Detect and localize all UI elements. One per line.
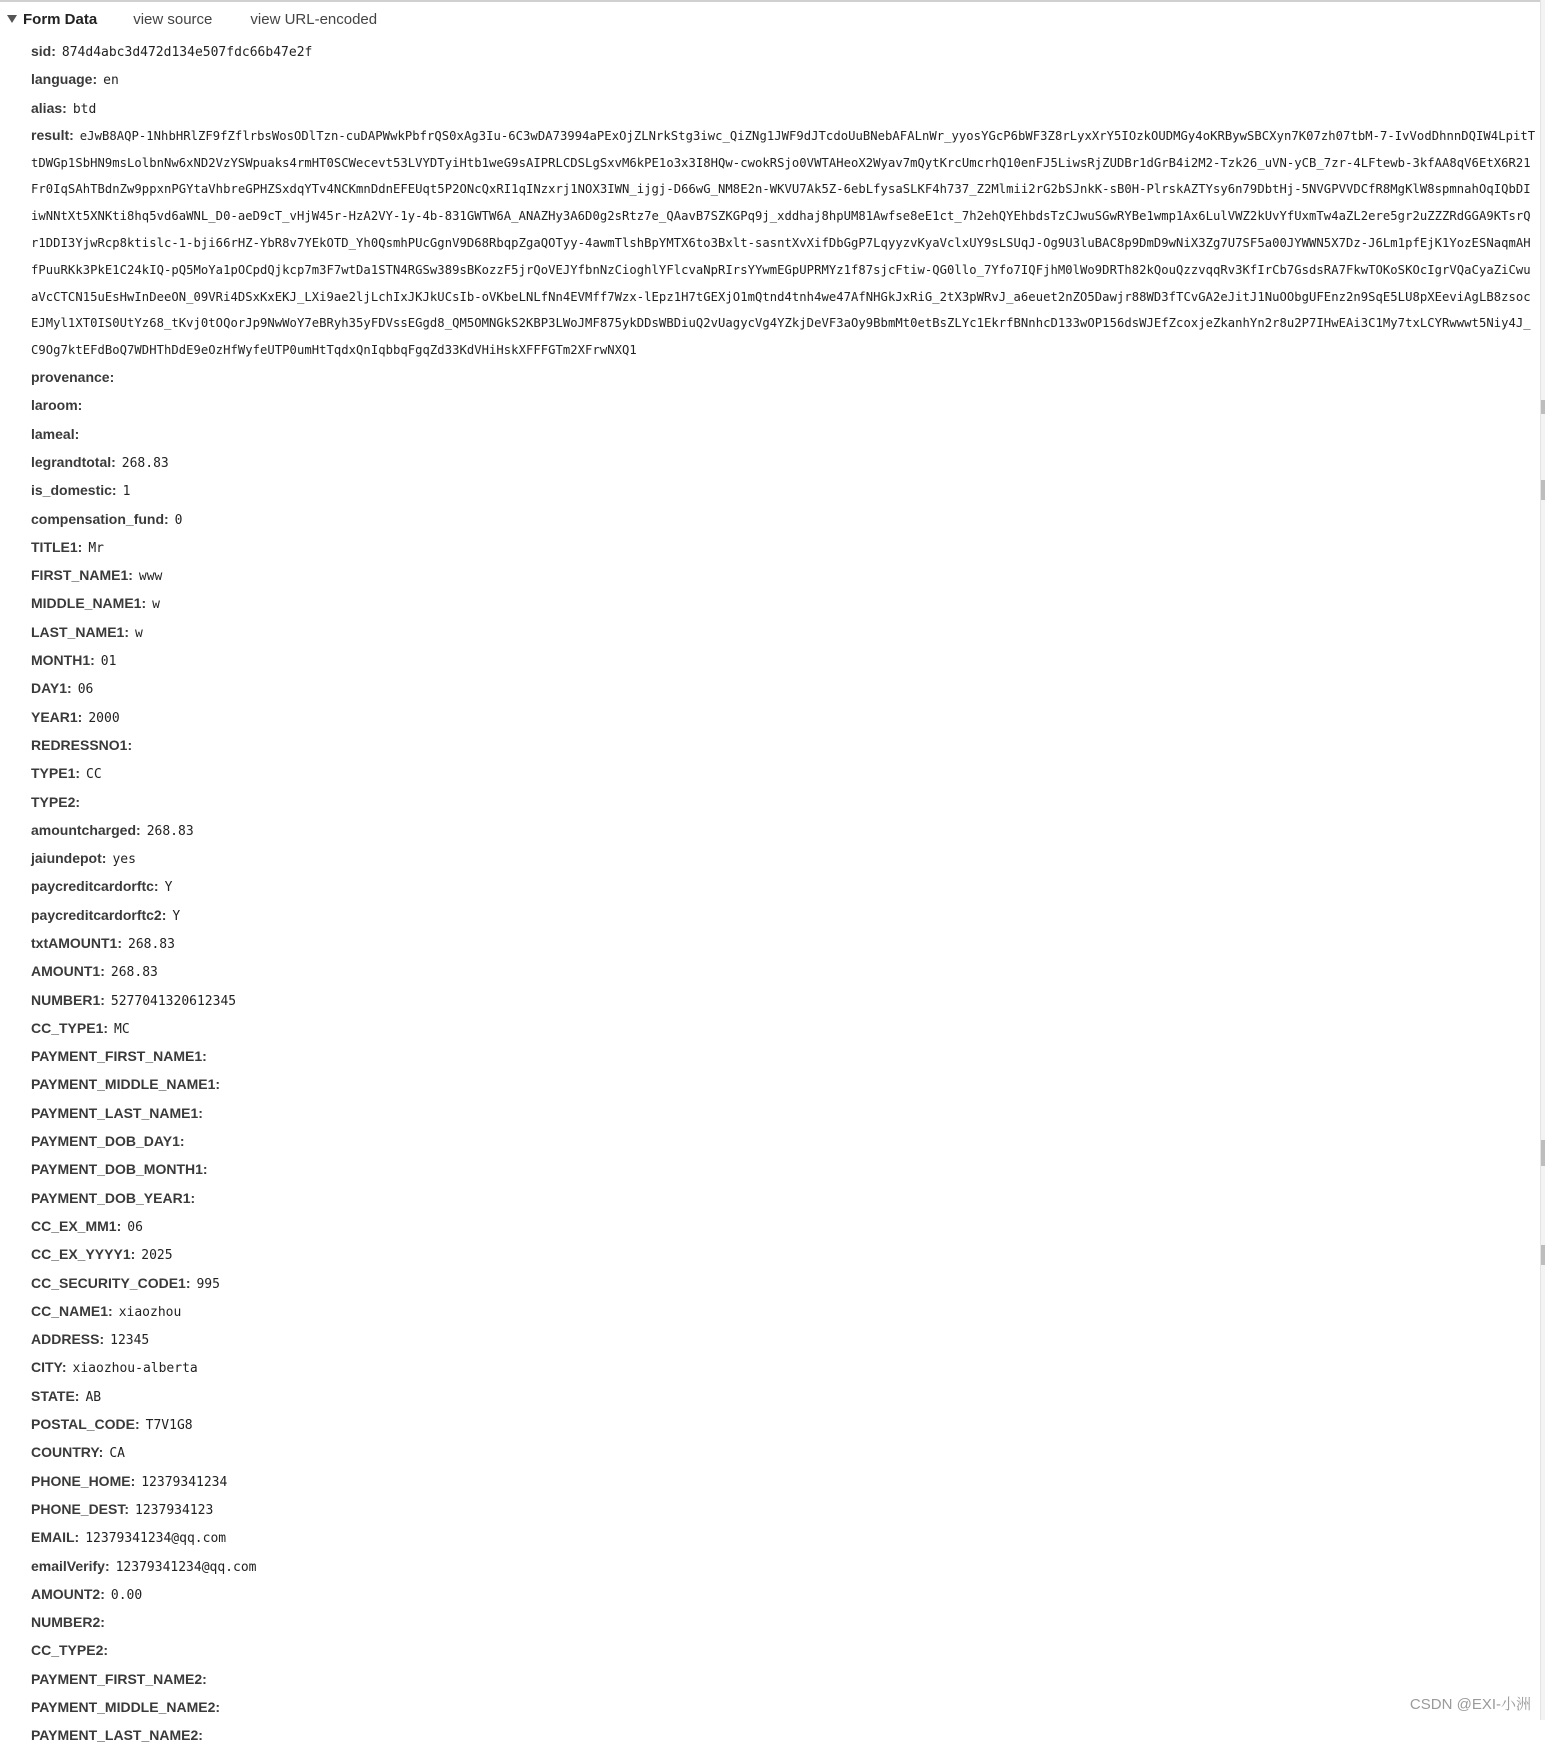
field-key: CC_EX_YYYY1: [31,1246,136,1263]
field-key: paycreditcardorftc: [31,878,159,895]
field-key: ADDRESS: [31,1331,105,1348]
form-data-row [31,1722,1536,1750]
form-data-row [31,449,1536,477]
field-value: 268.83 [146,823,194,839]
field-key: result: [31,126,74,143]
field-key: DAY1: [31,680,72,697]
field-key: TYPE2: [31,793,81,810]
form-data-row [31,1043,1536,1071]
field-value: 12379341234@qq.com [85,1531,227,1547]
form-data-row [31,477,1536,505]
scrollbar-marker [1541,400,1545,414]
field-key: MONTH1: [31,652,95,669]
field-value: Y [164,880,173,896]
field-key: AMOUNT1: [31,963,105,980]
field-value: 0 [174,512,183,528]
form-data-row [31,987,1536,1015]
form-data-row [31,590,1536,618]
form-data-row [31,902,1536,930]
collapse-triangle-icon[interactable] [7,15,17,23]
form-data-row [31,732,1536,760]
form-data-row [31,66,1536,94]
field-key: REDRESSNO1: [31,736,133,753]
field-key: laroom: [31,397,83,414]
form-data-row [31,95,1536,123]
view-url-encoded-link[interactable]: view URL-encoded [250,10,378,28]
field-value: 12345 [110,1333,150,1349]
field-key: PHONE_DEST: [31,1500,130,1517]
form-data-row [31,1156,1536,1184]
field-key: lameal: [31,425,80,442]
field-key: provenance: [31,369,115,386]
field-value: 268.83 [128,937,175,952]
field-value: xiaozhou [118,1304,182,1320]
field-value: www [138,569,163,585]
field-value: 995 [196,1276,220,1292]
form-data-row [31,1609,1536,1637]
field-value: Mr [88,540,104,556]
form-data-row [31,958,1536,986]
form-data-row [31,392,1536,420]
form-data-row [31,1128,1536,1156]
form-data-row [31,704,1536,732]
field-value: 12379341234 [141,1474,228,1490]
form-data-row [31,817,1536,845]
field-value: 2025 [141,1248,173,1264]
scrollbar-marker [1541,1140,1545,1166]
field-value: yes [112,852,136,868]
form-data-row [31,1666,1536,1694]
field-key: TITLE1: [31,538,83,555]
form-data-row [31,619,1536,647]
field-key: txtAMOUNT1: [31,935,122,951]
form-data-row [31,1439,1536,1467]
form-data-row [31,1071,1536,1099]
field-key: PAYMENT_DOB_MONTH1: [31,1161,208,1178]
form-data-row [31,789,1536,817]
form-data-row [31,1694,1536,1722]
field-key: EMAIL: [31,1529,80,1546]
field-value: 06 [77,682,94,698]
field-key: PAYMENT_DOB_YEAR1: [31,1189,196,1206]
field-key: NUMBER1: [31,991,105,1008]
field-key: CC_NAME1: [31,1302,113,1319]
form-data-row [31,930,1536,958]
field-key: FIRST_NAME1: [31,567,133,584]
field-key: amountcharged: [31,821,141,838]
field-key: PAYMENT_FIRST_NAME2: [31,1670,207,1687]
field-key: sid: [31,43,56,59]
field-value: MC [114,1021,130,1037]
field-key: alias: [31,99,67,116]
field-value: 268.83 [110,965,158,981]
section-title[interactable]: Form Data [23,10,98,28]
form-data-row [31,506,1536,534]
field-value: 268.83 [121,455,169,471]
form-data-row [31,1496,1536,1524]
form-data-row [31,1383,1536,1411]
form-data-row [31,562,1536,590]
field-value: CA [109,1446,125,1462]
scrollbar-track[interactable] [1541,0,1545,1720]
field-value: 01 [100,654,117,670]
field-key: jaiundepot: [31,850,107,867]
scrollbar-marker [1541,1245,1545,1265]
field-key: YEAR1: [31,708,83,725]
form-data-row [31,364,1536,392]
form-data-row [31,1015,1536,1043]
field-key: PAYMENT_MIDDLE_NAME1: [31,1076,221,1093]
form-data-row [31,675,1536,703]
field-value: eJwB8AQP-1NhbHRlZF9fZflrbsWosODlTzn-cuDAPWwkPbfrQS0xAg3Iu-6C3wDA73994aPExOjZLNrkStg3iwc_QiZNg1JWF9dJTcdoUuBNebAFALnWr_yyosYGcP6bWF3Z8rLyxXrY5IOzkOUDMGy4oKRBywSBCXyn7K07zh07tbM-7-IvVodDhnnDQIW4LpitTtDWGp1SbHN9msLolbnNw6xND2VzYSWpuaks4rmHT0SCWecevt53LVYDTyiHtb1weG9sAIPRLCDSLgSxvM6kPE1o3x3I8HQw-cwokRSjo0VWTAHeoX2Wyav7mQytKrcUmcrhQ10enFJ5LiwsRjZUDBr1dGrB4i2M2-Tzk26_uVN-yCB_7zr-4LFtewb-3kfAA8qV6EtX6R21Fr0IqSAhTBdnZw9ppxnPGYtaVhbreGPHZSxdqYTv4NCKmnDdnEFEUqt5P2ONcQxRI1qINzxrj1NOX3IWN_ijgj-D66wG_NM8E2n-WKVU7Ak5Z-6ebLfysaSLKF4h737_Z2Mlmii2rG2bSJnkK-sB0H-PlrskAZTYsy6n79DbtHj-5NVGPVVDCfR8MgKlW8spmnahOqIQbDIiwNNtXt5XNKti8hq5vd6aWNL_D0-aeD9cT_vHjW45r-HzA2VY-1y-4b-831GWTW6A_ANAZHy3A6D0g2sRtz7e_QAavB7SZKGPq9j_xddhaj8hpUM81Awfse8eE1ct_7h2ehQYEhbdsTzCJwuSGwRYBe1wmp1Ax6LulVWZ2kUvYfUxmTw4aZL2ere5gr2uZZZRdGGA9KTsrQr1DDI3YjwRcp8ktislc-1-bji66rHZ-YbR8v7YEkOTD_Yh0QsmhPUcGgnV9D68RbqpZgaQOTyy-4awmTlshBpYMTX6to3Bxlt-sasntXvXifDbGgP7LqyyzvKyaVclxUY9sLSUqJ-Og9U3luBAC8p9DmD9wNiX3Zg7U7SF5a00JYWWN5X7Dz-J6Lm1pfEjK1YozESNaqmAHfPuuRKk3PkE1C24kIQ-pQ5MoYa1pOCpdQjkcp7m3F7wtDa1STN4RGSw389sBKozzF5jrQoVEJYfbnNzCioghlYFlcvaNpRIrsYYwmEGpUPRMYz1f87sjcFtiw-QG0llo_7Yfo7IQFjhM0lWo9DRTh82kQouQzzvqqRv3KfIrCb7GsdsRA7FkwTOKoSKOcIgrVQaCyaZiCwuaVcCTCN15uEsHwInDeeON_09VRi4DSxKxEKJ_LXi9ae2ljLchIxJKJkUCsIb-oVKbeLNLfNn4EVMff7Wzx-lEpz1H7tGEXjO1mQtnd4tnh4we47AfNHGkJxRiG_2tX3pWRvJ_a6euet2nZO5Dawjr88WD3fTCvGA2eJitJ1NuOObgUFEnz2n9SqE5LU8pXEeviAgLB8zsocEJMyl1XT0IS0UtYz68_tKvj0tOQorJp9NwWoY7eBRyh35yFDVssEGgd8_QM5OMNGkS2KBP3LWoJMF875ykDDsWBDiuQ2vUagycVg4YZkjDeVF3aOy9BbmMt0etBsZLYc1EkrfBNnhcD133wOP156dsWJEfZcoxjeZkanhYn2r8u2P7IHwEAi3C1My7txLCYRwwwt5Niy4J_C9Og7ktEFdBoQ7WDHThDdE9eOzHfWyfeUTP0umHtTqdxQnIqbbqFgqZd33KdVHiHskXFFFGTm2XFrwNXQ1 [31,128,1536,358]
field-key: STATE: [31,1387,80,1404]
field-key: compensation_fund: [31,510,169,527]
field-value: en [103,73,119,89]
field-key: PAYMENT_LAST_NAME2: [31,1727,203,1744]
form-data-row [31,1354,1536,1382]
form-data-row [31,1298,1536,1326]
field-value: 1 [122,484,131,500]
form-data-list [31,38,1536,1751]
field-value: Y [172,908,181,924]
field-key: PAYMENT_MIDDLE_NAME2: [31,1699,221,1716]
form-data-row [31,760,1536,788]
field-key: legrandtotal: [31,453,116,470]
field-key: CITY: [31,1359,67,1376]
form-data-row [31,1241,1536,1269]
view-source-link[interactable]: view source [133,10,213,28]
form-data-row [31,873,1536,901]
form-data-header [0,6,415,32]
form-data-row [31,1468,1536,1496]
watermark: CSDN @EXI-小洲 [1409,1696,1531,1713]
form-data-row [31,123,1536,364]
field-value: w [152,597,160,613]
field-key: NUMBER2: [31,1614,105,1631]
field-value: 06 [127,1219,143,1235]
field-key: PAYMENT_FIRST_NAME1: [31,1048,207,1065]
field-key: is_domestic: [31,482,117,499]
field-value: CC [86,767,102,783]
form-data-row [31,1100,1536,1128]
top-divider [0,0,1545,2]
field-value: 874d4abc3d472d134e507fdc66b47e2f [61,45,313,60]
field-key: CC_EX_MM1: [31,1217,122,1234]
form-data-row [31,38,1536,66]
form-data-row [31,534,1536,562]
form-data-row [31,1553,1536,1581]
field-key: POSTAL_CODE: [31,1416,140,1433]
form-data-row [31,647,1536,675]
form-data-row [31,1213,1536,1241]
field-key: PAYMENT_DOB_DAY1: [31,1133,185,1150]
field-value: 0.00 [110,1587,143,1603]
field-value: 12379341234@qq.com [115,1559,257,1575]
field-value: btd [72,101,97,117]
form-data-row [31,421,1536,449]
field-key: CC_TYPE2: [31,1642,109,1659]
field-key: emailVerify: [31,1557,110,1574]
field-value: AB [85,1389,102,1405]
form-data-row [31,1581,1536,1609]
form-data-row [31,1637,1536,1665]
field-value: 1237934123 [135,1502,214,1518]
field-key: CC_SECURITY_CODE1: [31,1274,191,1291]
field-key: PHONE_HOME: [31,1472,136,1489]
form-data-row [31,1185,1536,1213]
field-value: xiaozhou-alberta [72,1361,198,1377]
form-data-row [31,1326,1536,1354]
field-value: 5277041320612345 [110,993,237,1009]
field-value: w [135,625,143,641]
field-value: T7V1G8 [145,1418,193,1434]
form-data-row [31,1524,1536,1552]
field-key: CC_TYPE1: [31,1019,109,1036]
field-key: LAST_NAME1: [31,623,130,640]
field-key: MIDDLE_NAME1: [31,595,147,612]
field-key: AMOUNT2: [31,1585,105,1602]
field-key: language: [31,71,98,88]
scrollbar-marker [1541,480,1545,500]
field-key: TYPE1: [31,765,81,782]
form-data-row [31,1411,1536,1439]
form-data-row [31,845,1536,873]
form-data-row [31,1270,1536,1298]
field-key: COUNTRY: [31,1444,104,1461]
field-value: 2000 [88,710,120,726]
field-key: paycreditcardorftc2: [31,906,167,923]
field-key: PAYMENT_LAST_NAME1: [31,1104,203,1121]
